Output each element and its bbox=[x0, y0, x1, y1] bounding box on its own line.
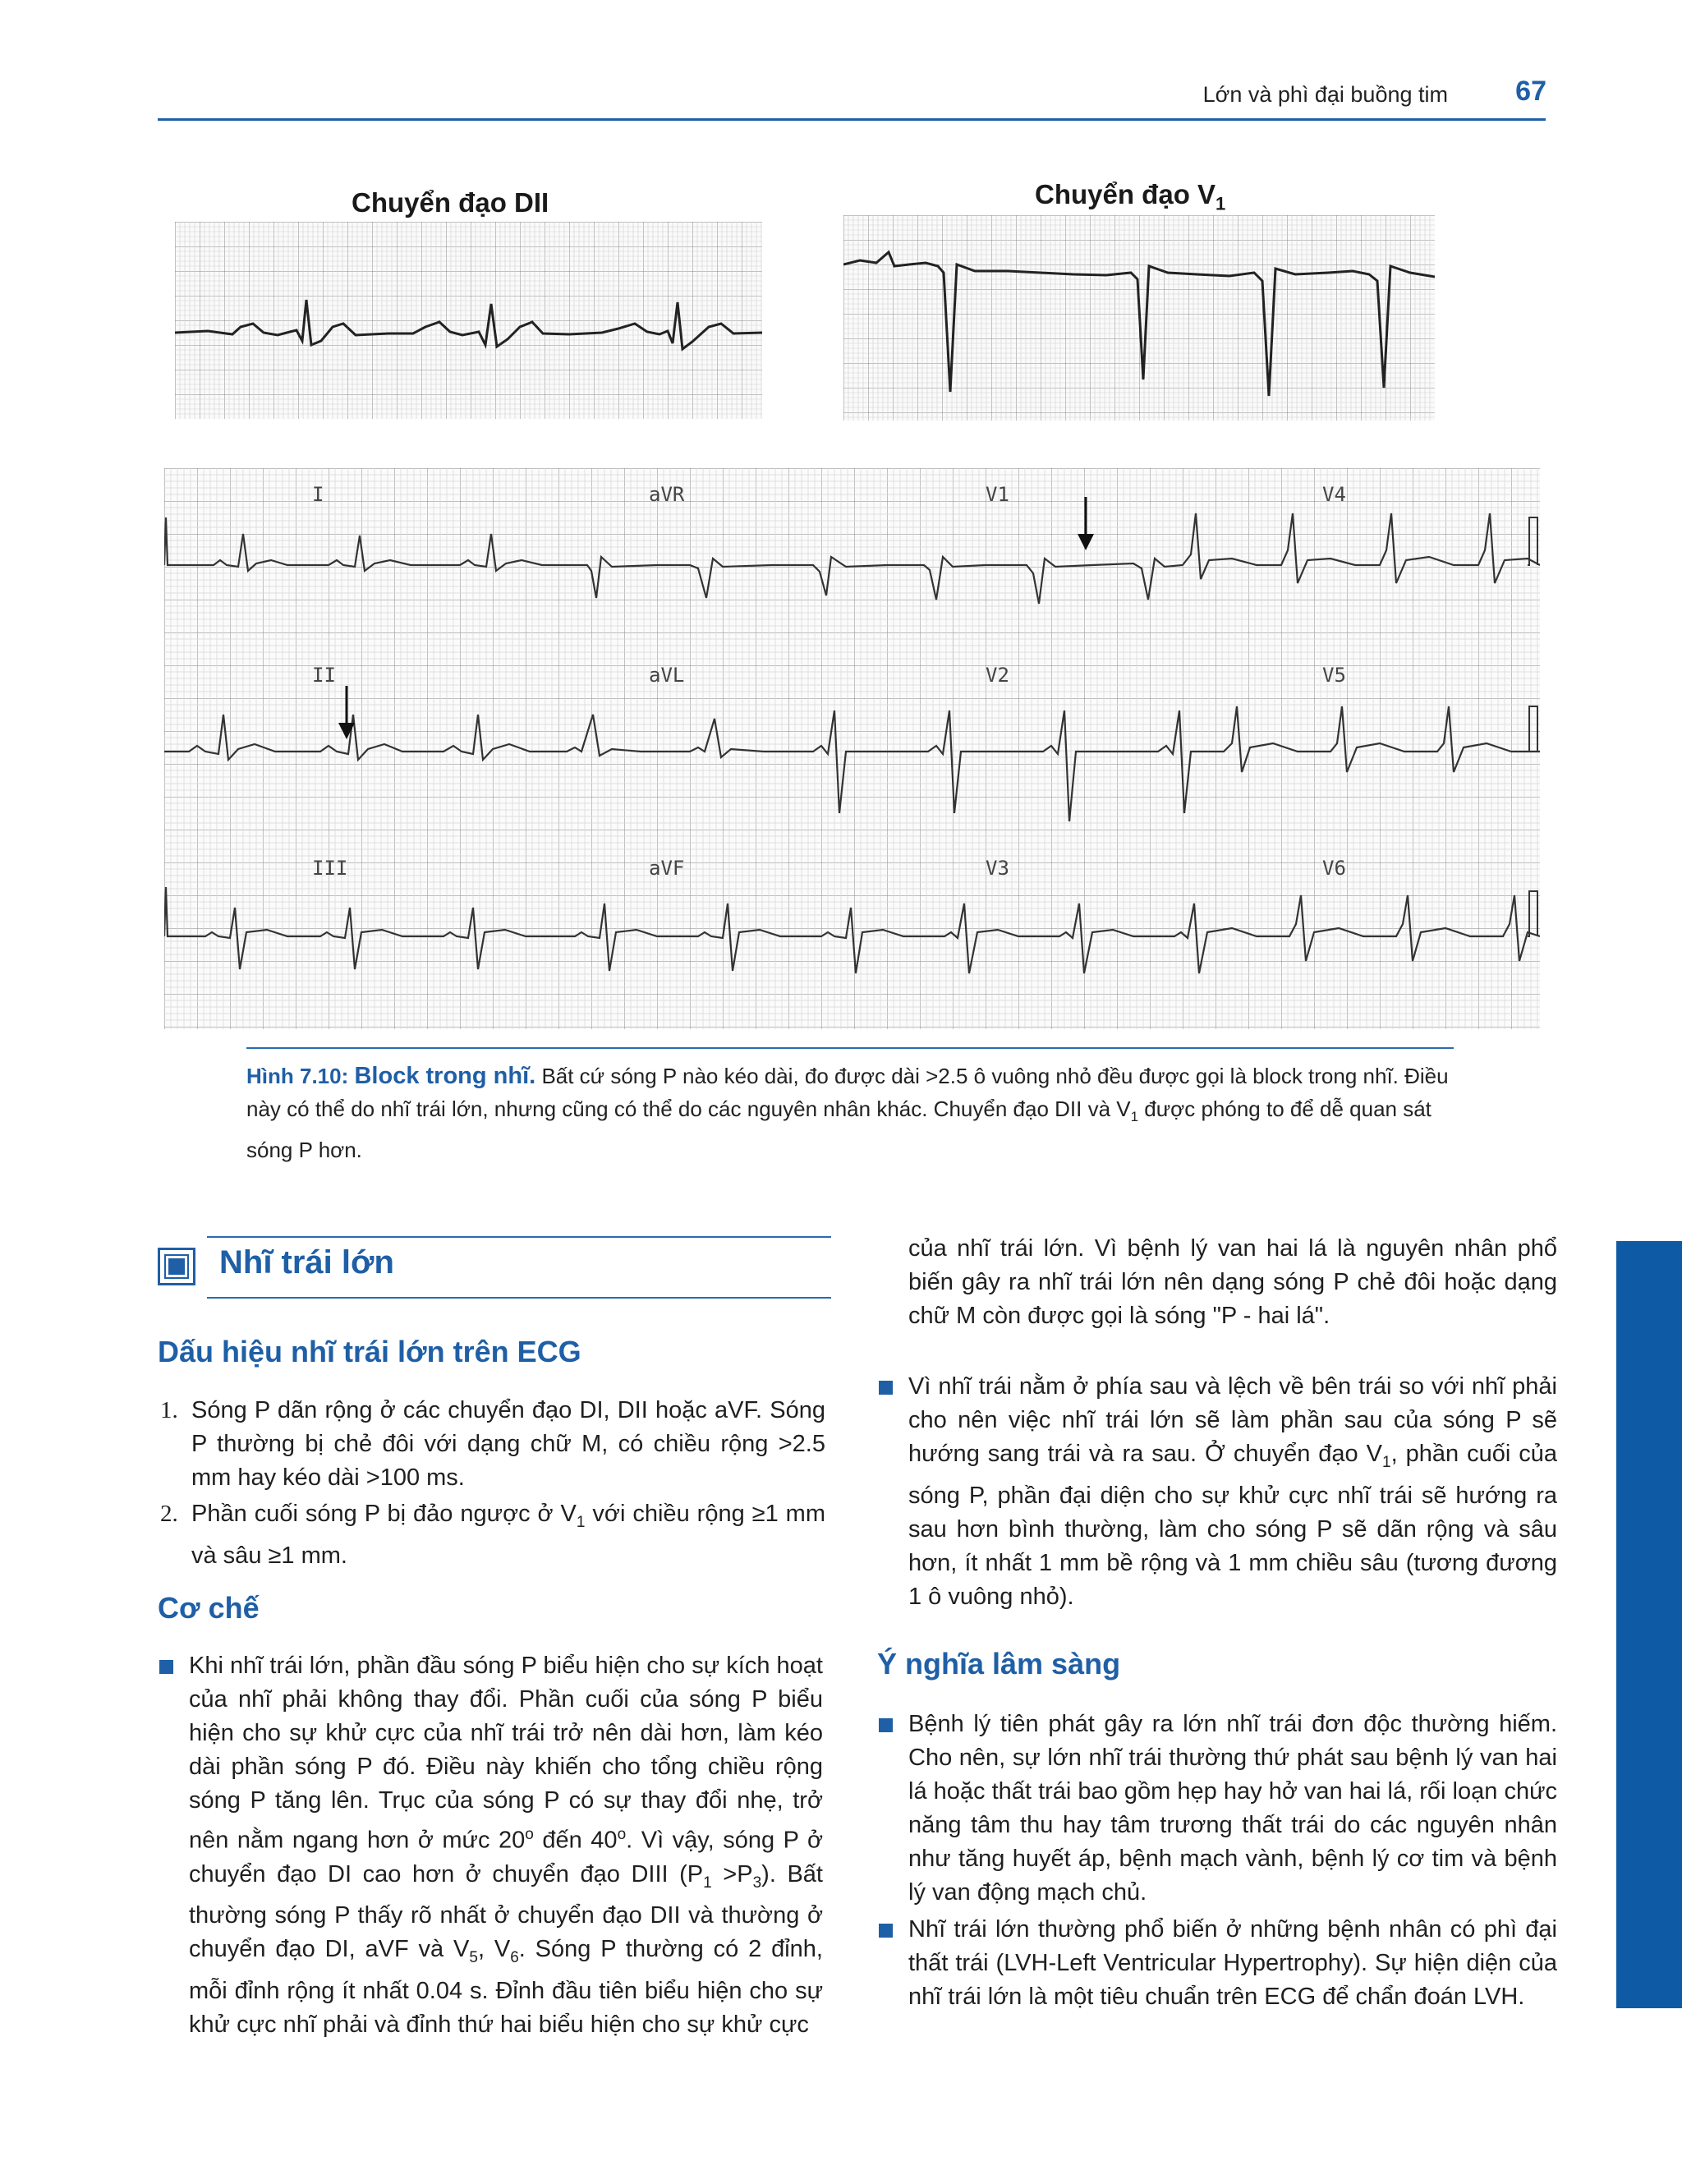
ecg-strip-dii bbox=[175, 222, 762, 419]
lead-label-avl: aVL bbox=[649, 664, 685, 687]
lead-v1-label: Chuyển đạo $V_1$ bbox=[1035, 179, 1226, 214]
lead-label-v1: V1 bbox=[986, 483, 1009, 506]
header-rule bbox=[158, 118, 1546, 121]
caption-rule bbox=[246, 1047, 1454, 1049]
lead-label-avf: aVF bbox=[649, 857, 685, 880]
ecg-12-lead-graphic bbox=[164, 468, 1540, 1029]
running-header-title: Lớn và phì đại buồng tim bbox=[1202, 82, 1448, 107]
lead-dii-label: Chuyển đạo DII bbox=[352, 187, 549, 218]
lead-label-iii: III bbox=[312, 857, 348, 880]
lead-label-v4: V4 bbox=[1322, 483, 1346, 506]
clinical-bullet-2: Nhĩ trái lớn thường phổ biến ở những bệnh nhân có phì đại thất trái (LVH-Left Ventricular Hypertrophy). Sự hiện diện của nhĩ trái lớn là một tiêu chuẩn trên ECG để chẩn đoán LVH. bbox=[877, 1913, 1557, 2014]
ecg-strip-dii-graphic bbox=[175, 222, 762, 419]
mechanism-bullet-2: Vì nhĩ trái nằm ở phía sau và lệch về bên trái so với nhĩ phải cho nên việc nhĩ trái lớn sẽ làm phần sau của sóng P sẽ hướng sang trái và ra sau. Ở chuyển đạo $V_1$, phần cuối của sóng P, phần đại diện cho sự khử cực nhĩ trái sẽ hướng ra sau hơn bình thường, làm cho sóng P sẽ dãn rộng và sâu hơn, ít nhất 1 mm bề rộng và 1 mm chiều sâu (tương đương 1 ô vuông nhỏ). bbox=[877, 1370, 1557, 1614]
clinical-bullet-1: Bệnh lý tiên phát gây ra lớn nhĩ trái đơn độc thường hiếm. Cho nên, sự lớn nhĩ trái thường thứ phát sau bệnh lý van hai lá hoặc thất trái bao gồm hẹp hay hở van hai lá, rối loạn chức năng tâm thu hay tâm trương thất trái do các nguyên nhân như tăng huyết áp, bệnh mạch vành, bệnh lý cơ tim và bệnh lý van động mạch chủ. bbox=[877, 1708, 1557, 1910]
bullet-square-icon bbox=[159, 1660, 173, 1674]
lead-label-v2: V2 bbox=[986, 664, 1009, 687]
lead-label-v6: V6 bbox=[1322, 857, 1346, 880]
lead-label-v5: V5 bbox=[1322, 664, 1346, 687]
subhead-mechanism: Cơ chế bbox=[158, 1591, 260, 1625]
lead-label-ii: II bbox=[312, 664, 336, 687]
figure-caption: Hình 7.10: Block trong nhĩ. Bất cứ sóng P nào kéo dài, đo được dài >2.5 ô vuông nhỏ đều được gọi là block trong nhĩ. Điều này có thể do nhĩ trái lớn, nhưng cũng có thể do các nguyên nhân khác. Chuyển đạo DII và $V_1$ được phóng to để dễ quan sát sóng P hơn. bbox=[246, 1063, 1449, 1163]
subhead-clinical: Ý nghĩa lâm sàng bbox=[877, 1647, 1121, 1681]
bullet-square-icon bbox=[879, 1718, 893, 1732]
bullet-square-icon bbox=[879, 1381, 893, 1395]
section-heading bbox=[158, 1236, 831, 1299]
sign-item-2: 2. Phần cuối sóng P bị đảo ngược ở $V_1$ với chiều rộng ≥1 mm và sâu ≥1 mm. bbox=[160, 1501, 825, 1569]
mechanism-bullet-1-continued: của nhĩ trái lớn. Vì bệnh lý van hai lá là nguyên nhân phổ biến gây ra nhĩ trái lớn nên dạng sóng P chẻ đôi hoặc dạng chữ M còn được gọi là sóng "P - hai lá". bbox=[908, 1235, 1557, 1329]
sign-item-1: 1. Sóng P dãn rộng ở các chuyển đạo DI, DII hoặc aVF. Sóng P thường bị chẻ đôi với dạng chữ M, có chiều rộng >2.5 mm hay kéo dài >100 ms. bbox=[160, 1397, 825, 1491]
ecg-12-lead bbox=[164, 468, 1540, 1029]
section-title: Nhĩ trái lớn bbox=[219, 1244, 394, 1281]
page-number: 67 bbox=[1515, 76, 1546, 107]
subhead-ecg-signs: Dấu hiệu nhĩ trái lớn trên ECG bbox=[158, 1335, 581, 1368]
lead-label-i: I bbox=[312, 483, 324, 506]
bullet-square-icon bbox=[879, 1924, 893, 1938]
mechanism-bullet-1: Khi nhĩ trái lớn, phần đầu sóng P biểu hiện cho sự kích hoạt của nhĩ phải không thay đổi. Phần cuối của sóng P biểu hiện cho sự khử cực của nhĩ trái trở nên dài hơn, làm kéo dài phần sóng P đó. Điều này khiến cho tổng chiều rộng sóng P tăng lên. Trục của sóng P có sự thay đổi nhẹ, trở nên nằm ngang hơn ở mức 20$^o$ đến 40$^o$. Vì vậy, sóng P ở chuyển đạo DI cao hơn ở chuyển đạo DIII $(P_1 >P_3)$. Bất thường sóng P thấy rõ nhất ở chuyển đạo DII và thường ở chuyển đạo DI, aVF và $V_5$, $V_6$. Sóng P thường có 2 đỉnh, mỗi đỉnh rộng ít nhất 0.04 s. Đỉnh đầu tiên biểu hiện cho sự khử cực nhĩ phải và đỉnh thứ hai biểu hiện cho sự khử cực bbox=[158, 1649, 823, 2042]
ecg-strip-v1 bbox=[843, 215, 1435, 421]
lead-label-v3: V3 bbox=[986, 857, 1009, 880]
ecg-strip-v1-graphic bbox=[843, 215, 1435, 421]
lead-label-avr: aVR bbox=[649, 483, 685, 506]
section-square-icon bbox=[158, 1248, 195, 1285]
chapter-side-tab bbox=[1616, 1241, 1682, 2008]
